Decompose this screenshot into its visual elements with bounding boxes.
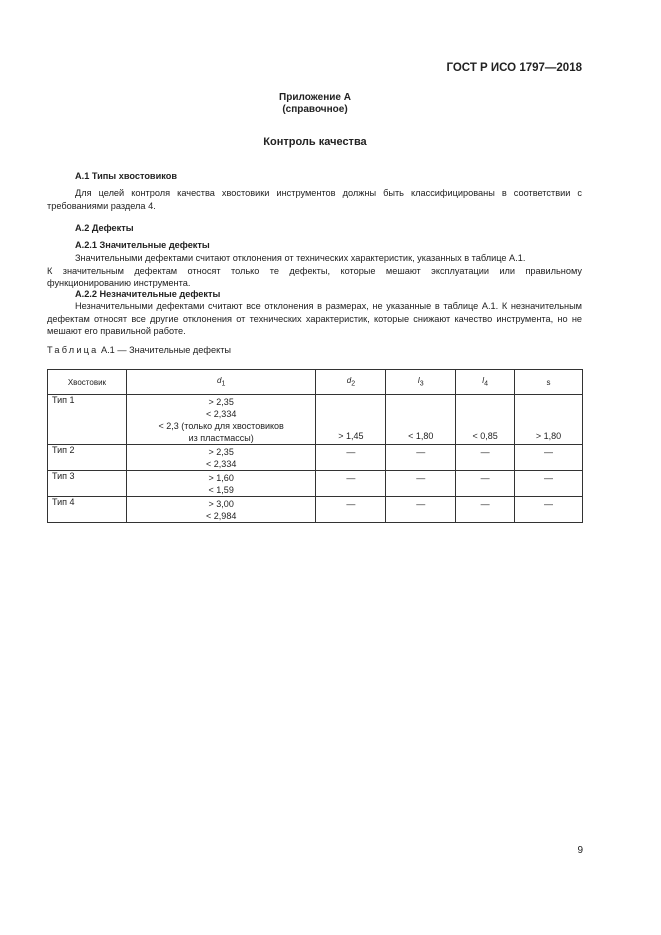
row-d1: > 1,60 < 1,59 xyxy=(126,471,316,497)
row-d2: — xyxy=(316,471,386,497)
row-d1: > 3,00 < 2,984 xyxy=(126,497,316,523)
row-name: Тип 1 xyxy=(48,395,127,445)
header-shank: Хвостовик xyxy=(48,370,127,395)
header-d1: $d_1$ xyxy=(126,370,316,395)
paragraph-a22 xyxy=(47,300,582,338)
heading-a1: А.1 Типы хвостовиков xyxy=(75,171,177,181)
table-row xyxy=(48,497,583,523)
table-row xyxy=(48,471,583,497)
table-caption-prefix: Таблица xyxy=(47,345,99,355)
appendix-heading xyxy=(0,92,630,116)
row-l4: — xyxy=(456,471,515,497)
heading-a2: А.2 Дефекты xyxy=(75,223,134,233)
row-d1: > 2,35 < 2,334 xyxy=(126,445,316,471)
row-d2: > 1,45 xyxy=(316,395,386,445)
heading-a21: А.2.1 Значительные дефекты xyxy=(75,240,210,250)
header-d2: $d_2$ xyxy=(316,370,386,395)
row-s: — xyxy=(515,445,583,471)
heading-a22: А.2.2 Незначительные дефекты xyxy=(75,289,221,299)
defects-table xyxy=(47,369,583,523)
header-s: s xyxy=(515,370,583,395)
row-d1: > 2,35 < 2,334 < 2,3 (только для хвостовиков из пластмассы) xyxy=(126,395,316,445)
header-l3: $l_3$ xyxy=(386,370,456,395)
row-l4: — xyxy=(456,497,515,523)
row-s: — xyxy=(515,471,583,497)
table-caption-text: А.1 — Значительные дефекты xyxy=(101,345,232,355)
row-d2: — xyxy=(316,497,386,523)
document-code: ГОСТ Р ИСО 1797—2018 xyxy=(446,62,582,74)
paragraph-a21-line1: Значительными дефектами считают отклонения от технических характеристик, указанных в таблице А.1. xyxy=(75,253,526,263)
table-header-row xyxy=(48,370,583,395)
appendix-subtitle: (справочное) xyxy=(282,104,348,115)
header-l4: $l_4$ xyxy=(456,370,515,395)
table-row xyxy=(48,445,583,471)
paragraph-a21-line2: К значительным дефектам относят только те дефекты, которые мешают эксплуатации или правильному функционированию инструмента. xyxy=(47,265,582,288)
row-s: > 1,80 xyxy=(515,395,583,445)
paragraph-a1 xyxy=(47,187,582,212)
table-caption xyxy=(47,345,231,355)
row-name: Тип 4 xyxy=(48,497,127,523)
paragraph-a22-text: Незначительными дефектами считают все отклонения в размерах, не указанные в таблице А.1. К незначительным дефектам относят все другие отклонения от технических характеристик, которые снижают качество инструмента, но не мешают его правильной работе. xyxy=(47,301,582,336)
row-name: Тип 2 xyxy=(48,445,127,471)
row-l4: — xyxy=(456,445,515,471)
table-row xyxy=(48,395,583,445)
row-l4: < 0,85 xyxy=(456,395,515,445)
row-l3: — xyxy=(386,471,456,497)
row-l3: — xyxy=(386,445,456,471)
section-title: Контроль качества xyxy=(263,136,367,148)
row-l3: < 1,80 xyxy=(386,395,456,445)
row-name: Тип 3 xyxy=(48,471,127,497)
row-l3: — xyxy=(386,497,456,523)
row-d2: — xyxy=(316,445,386,471)
row-s: — xyxy=(515,497,583,523)
paragraph-a21 xyxy=(47,252,582,290)
page-number: 9 xyxy=(577,845,583,856)
paragraph-a1-text: Для целей контроля качества хвостовики инструментов должны быть классифицированы в соответствии с требованиями раздела 4. xyxy=(47,188,582,211)
appendix-title: Приложение А xyxy=(279,92,351,103)
